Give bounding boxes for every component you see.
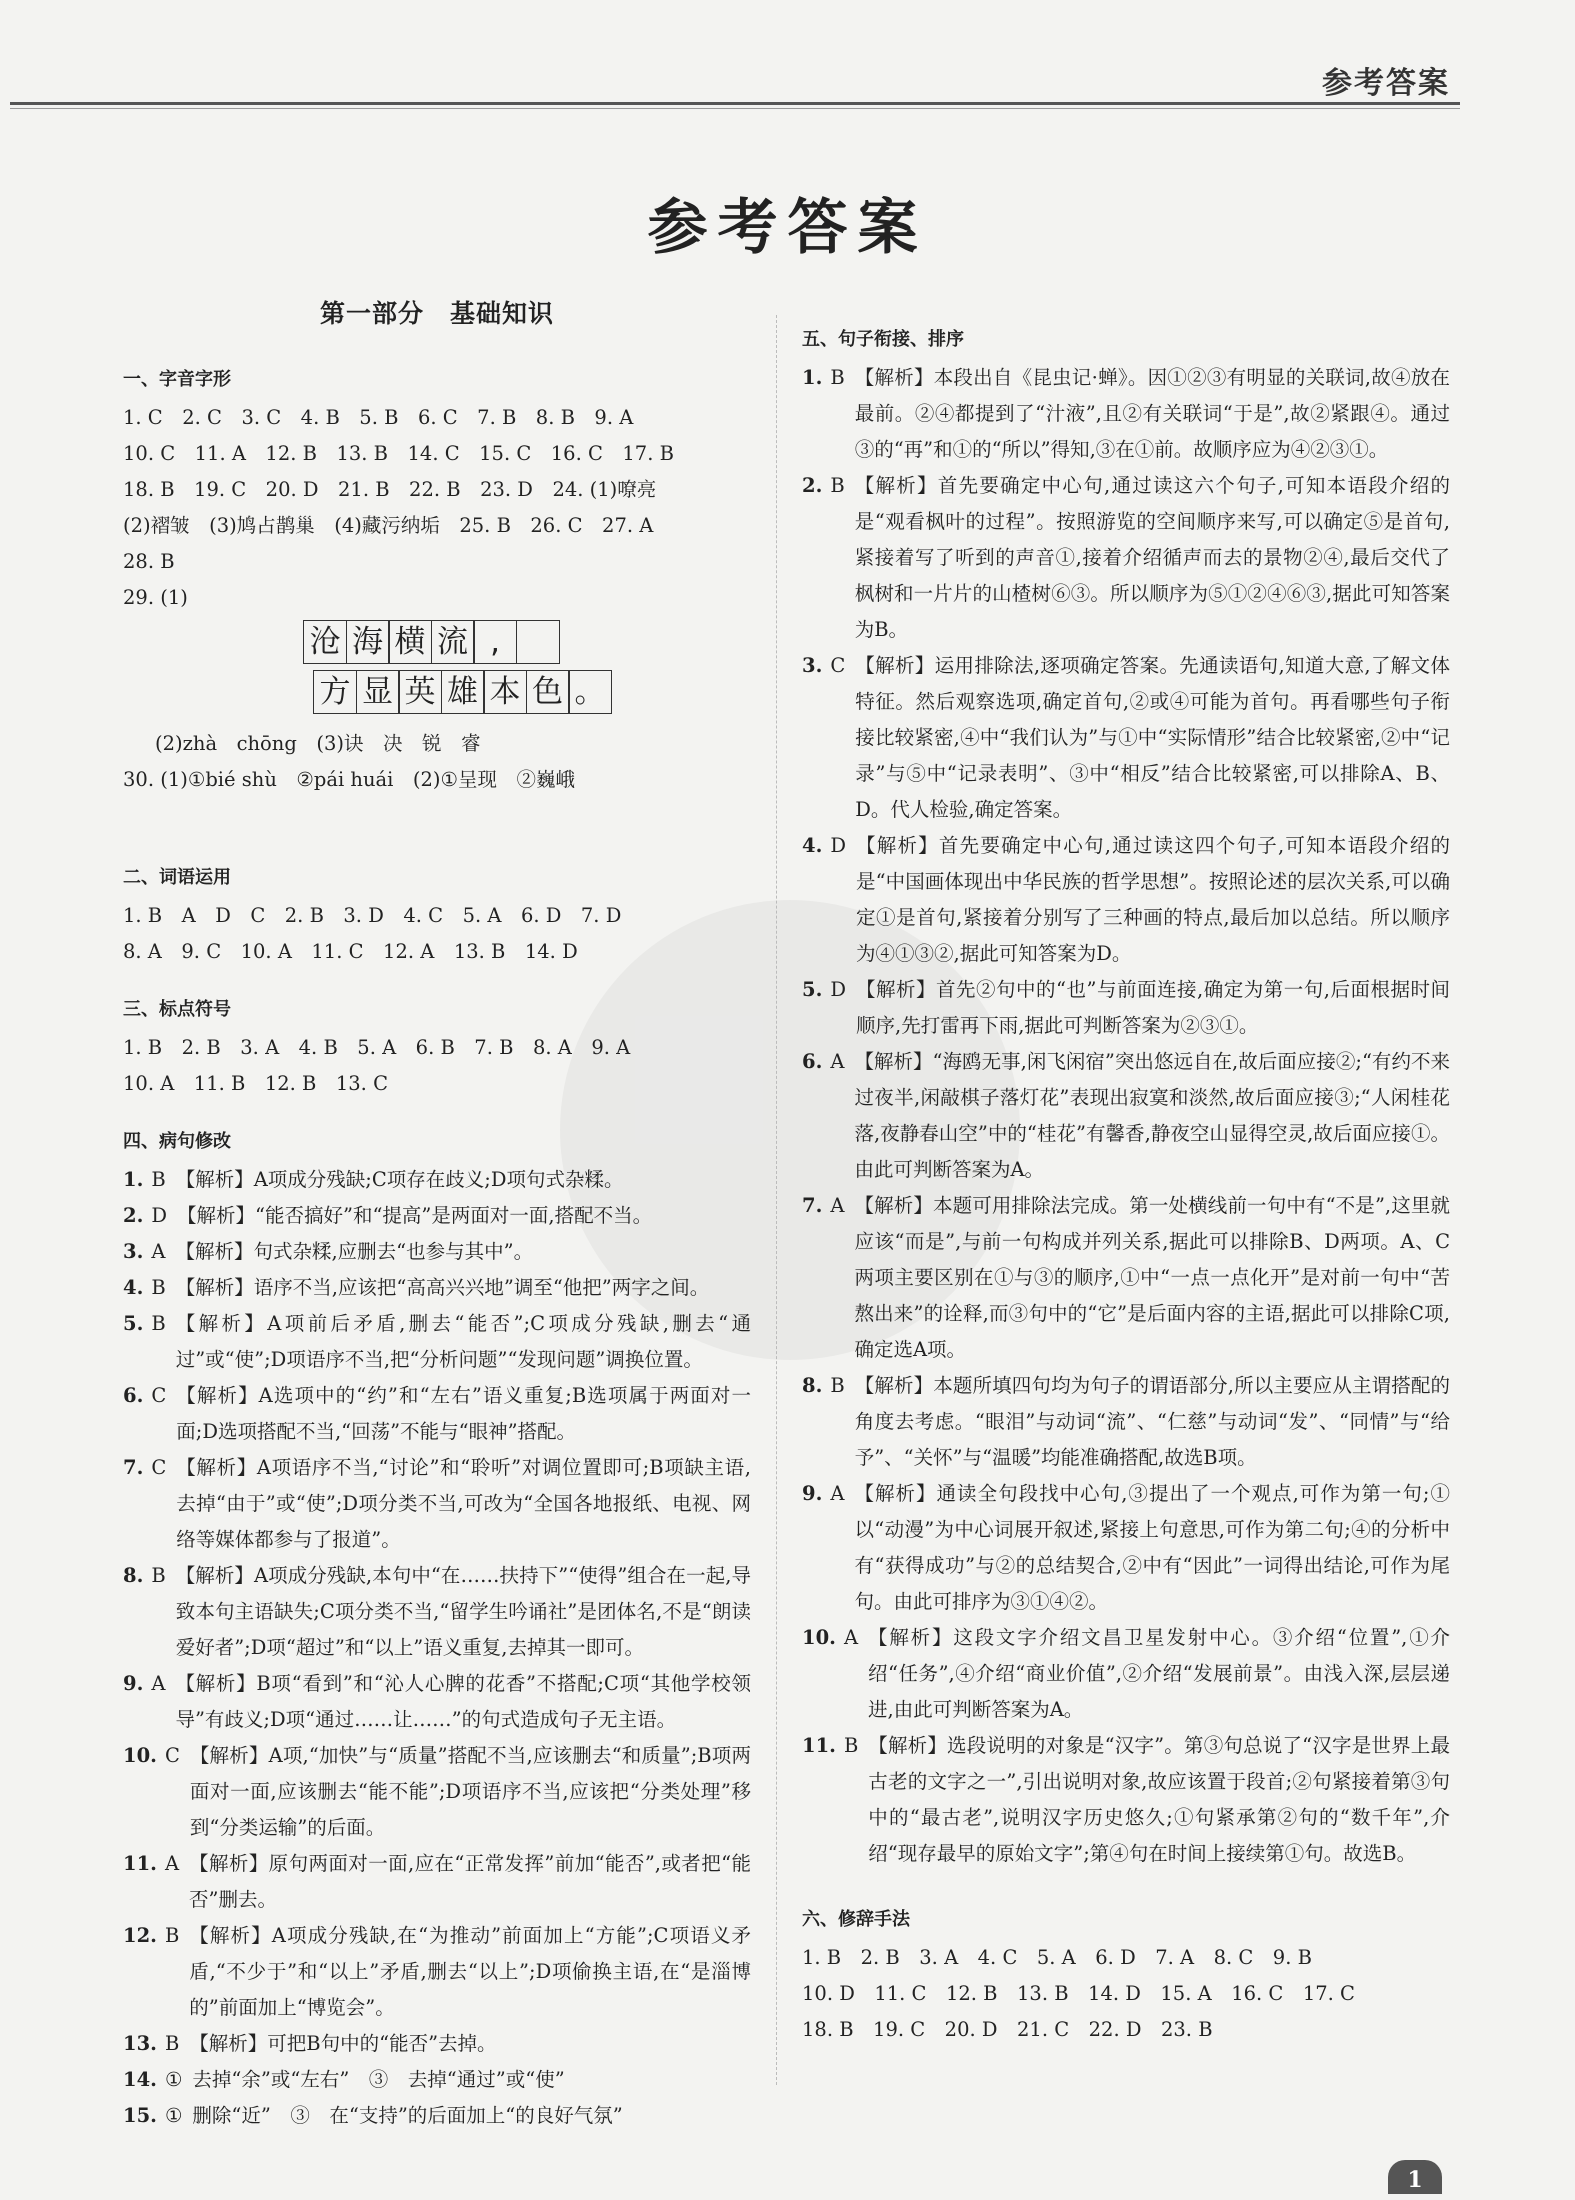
s4-item-ans: C <box>164 1744 180 1767</box>
page-number: 1 <box>1388 2160 1442 2194</box>
idiom-grid-cell: 雄 <box>441 670 485 714</box>
s5-item-num: 9. <box>802 1482 823 1505</box>
s5-item-num: 1. <box>802 366 823 389</box>
s4-item-text: 【解析】A项成分残缺,在“为推动”前面加上“方能”;C项语义矛盾,“不少于”和“以上”矛盾,删去“以上”;D项偷换主语,在“是淄博的”前面加上“博览会”。 <box>189 1924 751 2019</box>
s5-item-ans: B <box>830 366 845 389</box>
s5-item-text: 【解析】“海鸥无事,闲飞闲宿”突出悠远自在,故后面应接②;“有约不来过夜半,闲敲棋子落灯花”表现出寂寞和淡然,故后面应接③;“人闲桂花落,夜静春山空”中的“桂花”有馨香,静夜空山显得空灵,故后面应接①。由此可判断答案为A。 <box>854 1050 1450 1181</box>
idiom-grid-cell: 方 <box>313 670 357 714</box>
s5-item-text: 【解析】本段出自《昆虫记·蝉》。因①②③有明显的关联词,故④放在最前。②④都提到了“汁液”,且②有关联词“于是”,故②紧跟④。通过③的“再”和①的“所以”得知,③在①前。故顺序应为④②③①。 <box>854 366 1450 461</box>
s4-item <box>123 2062 751 2098</box>
s5-item-num: 2. <box>802 474 823 497</box>
s5-item <box>802 1044 1450 1188</box>
s4-item-text: 【解析】A选项中的“约”和“左右”语义重复;B选项属于两面对一面;D选项搭配不当,“回荡”不能与“眼神”搭配。 <box>176 1384 751 1443</box>
s2-line: 1. B A D C 2. B 3. D 4. C 5. A 6. D 7. D <box>123 904 622 927</box>
idiom-grid-row1 <box>303 620 751 664</box>
section-title-s6: 六、修辞手法 <box>802 1909 910 1930</box>
s4-item-num: 14. <box>123 2068 157 2091</box>
s4-item-ans: D <box>151 1204 167 1227</box>
s4-item-text: 【解析】A项成分残缺,本句中“在……扶持下”“使得”组合在一起,导致本句主语缺失;C项分类不当,“留学生吟诵社”是团体名,不是“朗读爱好者”;D项“超过”和“以上”语义重复,去掉其一即可。 <box>175 1564 751 1659</box>
section-s3-lines <box>123 1030 751 1102</box>
s4-item-ans: B <box>151 1276 166 1299</box>
header-rule-thin <box>10 108 1460 109</box>
s4-item <box>123 1738 751 1846</box>
section-s4-items <box>123 1162 751 2134</box>
s4-item-num: 9. <box>123 1672 144 1695</box>
s5-item-ans: D <box>830 834 846 857</box>
s4-item-num: 8. <box>123 1564 144 1587</box>
idiom-grid-cell: 横 <box>388 620 432 664</box>
s4-item <box>123 1198 751 1234</box>
s4-item-text: 【解析】可把B句中的“能否”去掉。 <box>189 2032 497 2055</box>
s4-item-ans: B <box>164 2032 180 2055</box>
s5-item-ans: B <box>843 1734 859 1757</box>
s4-item-num: 5. <box>123 1312 144 1335</box>
s5-item <box>802 360 1450 468</box>
section-s6-lines <box>802 1940 1450 2048</box>
s4-item-ans: A <box>164 1852 180 1875</box>
s4-item-text: 【解析】A项成分残缺;C项存在歧义;D项句式杂糅。 <box>175 1168 624 1191</box>
s4-item-text: 【解析】A项前后矛盾,删去“能否”;C项成分残缺,删去“通过”或“使”;D项语序不当,把“分析问题”“发现问题”调换位置。 <box>175 1312 751 1371</box>
s5-item-text: 【解析】本题所填四句均为句子的谓语部分,所以主要应从主谓搭配的角度去考虑。“眼泪”与动词“流”、“仁慈”与动词“发”、“同情”与“给予”、“关怀”与“温暖”均能准确搭配,故选B项。 <box>854 1374 1450 1469</box>
s4-item <box>123 1558 751 1666</box>
s6-line: 10. D 11. C 12. B 13. B 14. D 15. A 16. C 17. C <box>802 1982 1355 2005</box>
idiom-grid-cell: 。 <box>568 670 612 714</box>
header-rule <box>10 102 1460 105</box>
s4-item-text: 【解析】语序不当,应该把“高高兴兴地”调至“他把”两字之间。 <box>175 1276 710 1299</box>
s1-line: 1. C 2. C 3. C 4. B 5. B 6. C 7. B 8. B 9. A <box>123 406 634 429</box>
s5-item-ans: A <box>830 1050 845 1073</box>
s4-item-num: 11. <box>123 1852 157 1875</box>
idiom-grid-cell: , <box>473 620 517 664</box>
left-column <box>123 290 751 2134</box>
s5-item <box>802 648 1450 828</box>
s4-item <box>123 1306 751 1378</box>
s4-item-ans: ① <box>164 2068 183 2091</box>
s4-item <box>123 1918 751 2026</box>
s5-item-num: 10. <box>802 1626 836 1649</box>
idiom-grid-cell: 色 <box>526 670 570 714</box>
s5-item-ans: C <box>830 654 846 677</box>
s4-item-text: 【解析】句式杂糅,应删去“也参与其中”。 <box>175 1240 534 1263</box>
s1-line30: 30. (1)①bié shù ②pái huái (2)①呈现 ②巍峨 <box>123 768 576 791</box>
s4-item <box>123 1162 751 1198</box>
section-title-s5: 五、句子衔接、排序 <box>802 329 964 350</box>
s4-item-ans: B <box>164 1924 180 1947</box>
s4-item-text: 【解析】A项语序不当,“讨论”和“聆听”对调位置即可;B项缺主语,去掉“由于”或“使”;D项分类不当,可改为“全国各地报纸、电视、网络等媒体都参与了报道”。 <box>176 1456 751 1551</box>
section-s1-lines <box>123 400 751 616</box>
section-title-s1: 一、字音字形 <box>123 369 231 390</box>
s4-item-text: 【解析】A项,“加快”与“质量”搭配不当,应该删去“和质量”;B项两面对一面,应该删去“能不能”;D项语序不当,应该把“分类处理”移到“分类运输”的后面。 <box>189 1744 751 1839</box>
s5-item <box>802 1368 1450 1476</box>
s5-item-num: 4. <box>802 834 823 857</box>
s4-item-num: 6. <box>123 1384 144 1407</box>
s5-item-ans: D <box>830 978 846 1001</box>
s4-item-num: 7. <box>123 1456 144 1479</box>
s1-line: 28. B <box>123 550 175 573</box>
s4-item-text: 【解析】原句两面对一面,应在“正常发挥”前加“能否”,或者把“能否”删去。 <box>189 1852 751 1911</box>
column-divider <box>776 315 777 2085</box>
idiom-grid <box>303 620 751 720</box>
part-title: 第一部分 基础知识 <box>319 299 554 328</box>
s1-after-grid: (2)zhà chōng (3)诀 决 锐 睿 <box>155 732 481 755</box>
s5-item-text: 【解析】这段文字介绍文昌卫星发射中心。③介绍“位置”,①介绍“任务”,④介绍“商业价值”,②介绍“发展前景”。由浅入深,层层递进,由此可判断答案为A。 <box>868 1626 1450 1721</box>
s4-item-num: 10. <box>123 1744 157 1767</box>
idiom-grid-cell: 显 <box>356 670 400 714</box>
s4-item-text: 去掉“余”或“左右” ③ 去掉“通过”或“使” <box>192 2068 565 2091</box>
s5-item-ans: A <box>830 1194 845 1217</box>
s4-item-text: 删除“近” ③ 在“支持”的后面加上“的良好气氛” <box>192 2104 623 2127</box>
s4-item <box>123 2026 751 2062</box>
s4-item-num: 3. <box>123 1240 144 1263</box>
s4-item-num: 4. <box>123 1276 144 1299</box>
section-title-s4: 四、病句修改 <box>123 1131 231 1152</box>
s5-item <box>802 1188 1450 1368</box>
s4-item <box>123 1846 751 1918</box>
s4-item <box>123 1270 751 1306</box>
s5-item <box>802 1620 1450 1728</box>
s6-line: 18. B 19. C 20. D 21. C 22. D 23. B <box>802 2018 1213 2041</box>
s5-item <box>802 468 1450 648</box>
s5-item-ans: B <box>830 1374 845 1397</box>
s4-item <box>123 1450 751 1558</box>
s4-item <box>123 1234 751 1270</box>
s5-item-ans: A <box>830 1482 845 1505</box>
s4-item-ans: B <box>151 1312 166 1335</box>
s4-item-ans: C <box>151 1384 167 1407</box>
s3-line: 1. B 2. B 3. A 4. B 5. A 6. B 7. B 8. A 9. A <box>123 1036 631 1059</box>
section-title-s3: 三、标点符号 <box>123 999 231 1020</box>
s4-item-num: 13. <box>123 2032 157 2055</box>
s5-item-text: 【解析】首先要确定中心句,通过读这四个句子,可知本语段介绍的是“中国画体现出中华民族的哲学思想”。按照论述的层次关系,可以确定①是首句,紧接着分别写了三种画的特点,最后加以总结。所以顺序为④①③②,据此可知答案为D。 <box>856 834 1450 965</box>
s5-item-text: 【解析】通读全句段找中心句,③提出了一个观点,可作为第一句;①以“动漫”为中心词展开叙述,紧接上句意思,可作为第二句;④的分析中有“获得成功”与②的总结契合,②中有“因此”一词得出结论,可作为尾句。由此可排序为③①④②。 <box>854 1482 1450 1613</box>
s5-item <box>802 1476 1450 1620</box>
s4-item-text: 【解析】B项“看到”和“沁人心脾的花香”不搭配;C项“其他学校领导”有歧义;D项“通过……让……”的句式造成句子无主语。 <box>175 1672 751 1731</box>
idiom-grid-row2 <box>313 670 751 714</box>
s5-item-text: 【解析】本题可用排除法完成。第一处横线前一句中有“不是”,这里就应该“而是”,与前一句构成并列关系,据此可以排除B、D两项。A、C两项主要区别在①与③的顺序,①中“一点一点化开”是对前一句中“苦熬出来”的诠释,而③句中的“它”是后面内容的主语,据此可以排除C项,确定选A项。 <box>854 1194 1450 1361</box>
s4-item-num: 2. <box>123 1204 144 1227</box>
s1-line: 18. B 19. C 20. D 21. B 22. B 23. D 24. (1)嘹亮 <box>123 478 657 501</box>
idiom-grid-cell: 海 <box>346 620 390 664</box>
idiom-grid-cell: 沧 <box>303 620 347 664</box>
s5-item <box>802 828 1450 972</box>
section-s2-lines <box>123 898 751 970</box>
section-s5-items <box>802 360 1450 1872</box>
s5-item-num: 8. <box>802 1374 823 1397</box>
s5-item-num: 11. <box>802 1734 836 1757</box>
s1-line: (2)褶皱 (3)鸠占鹊巢 (4)藏污纳垢 25. B 26. C 27. A <box>123 514 654 537</box>
s4-item <box>123 2098 751 2134</box>
s5-item <box>802 972 1450 1044</box>
s4-item <box>123 1666 751 1738</box>
s4-item-ans: ① <box>164 2104 183 2127</box>
s4-item-ans: A <box>151 1672 166 1695</box>
s5-item-text: 【解析】运用排除法,逐项确定答案。先通读语句,知道大意,了解文体特征。然后观察选项,确定首句,②或④可能为首句。再看哪些句子衔接比较紧密,④中“我们认为”与①中“实际情形”结合比较紧密,②中“记录”与⑤中“记录表明”、③中“相反”结合比较紧密,可以排除A、B、D。代人检验,确定答案。 <box>855 654 1450 821</box>
s5-item-ans: B <box>830 474 845 497</box>
s1-line: 29. (1) <box>123 586 188 609</box>
page-title: 参考答案 <box>647 193 928 263</box>
s3-line: 10. A 11. B 12. B 13. C <box>123 1072 389 1095</box>
s4-item-text: 【解析】“能否搞好”和“提高”是两面对一面,搭配不当。 <box>177 1204 653 1227</box>
s4-item-ans: B <box>151 1564 166 1587</box>
s5-item-num: 3. <box>802 654 823 677</box>
right-column <box>802 322 1450 2048</box>
idiom-grid-cell: 流 <box>431 620 475 664</box>
section-title-s2: 二、词语运用 <box>123 867 231 888</box>
s4-item-ans: A <box>151 1240 166 1263</box>
s4-item <box>123 1378 751 1450</box>
s4-item-ans: C <box>151 1456 167 1479</box>
s5-item <box>802 1728 1450 1872</box>
s4-item-ans: B <box>151 1168 166 1191</box>
idiom-grid-cell <box>516 620 560 664</box>
s5-item-num: 6. <box>802 1050 823 1073</box>
s5-item-text: 【解析】首先要确定中心句,通过读这六个句子,可知本语段介绍的是“观看枫叶的过程”。按照游览的空间顺序来写,可以确定⑤是首句,紧接着写了听到的声音①,接着介绍循声而去的景物②④,最后交代了枫树和一片片的山楂树⑥③。所以顺序为⑤①②④⑥③,据此可知答案为B。 <box>854 474 1450 641</box>
s5-item-text: 【解析】首先②句中的“也”与前面连接,确定为第一句,后面根据时间顺序,先打雷再下雨,据此可判断答案为②③①。 <box>856 978 1450 1037</box>
s5-item-ans: A <box>843 1626 859 1649</box>
s6-line: 1. B 2. B 3. A 4. C 5. A 6. D 7. A 8. C 9. B <box>802 1946 1312 1969</box>
s5-item-num: 7. <box>802 1194 823 1217</box>
s4-item-num: 1. <box>123 1168 144 1191</box>
s5-item-text: 【解析】选段说明的对象是“汉字”。第③句总说了“汉字是世界上最古老的文字之一”,引出说明对象,故应该置于段首;②句紧接着第③句中的“最古老”,说明汉字历史悠久;①句紧承第②句的“数千年”,介绍“现存最早的原始文字”;第④句在时间上接续第①句。故选B。 <box>868 1734 1450 1865</box>
idiom-grid-cell: 本 <box>483 670 527 714</box>
s5-item-num: 5. <box>802 978 823 1001</box>
s4-item-num: 12. <box>123 1924 157 1947</box>
idiom-grid-cell: 英 <box>398 670 442 714</box>
s1-line: 10. C 11. A 12. B 13. B 14. C 15. C 16. C 17. B <box>123 442 674 465</box>
s4-item-num: 15. <box>123 2104 157 2127</box>
s2-line: 8. A 9. C 10. A 11. C 12. A 13. B 14. D <box>123 940 578 963</box>
header-label: 参考答案 <box>1322 66 1450 101</box>
